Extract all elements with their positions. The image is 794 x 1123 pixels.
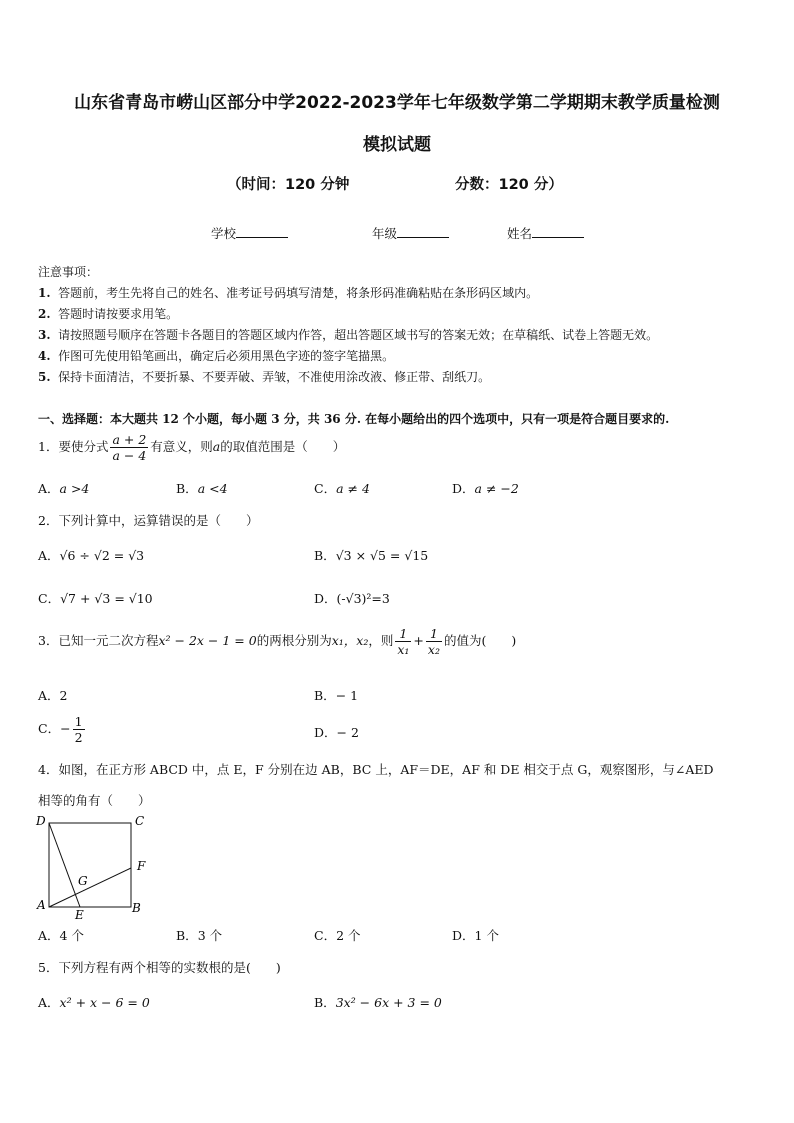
q3-fraction-1: $\frac{1}{\text{x₁}}$ (397, 626, 410, 657)
q3-fraction-2: $\frac{1}{\text{x₂}}$ (427, 626, 440, 657)
label-g: G (78, 874, 88, 888)
notice-block (38, 262, 658, 388)
q3-option-d[interactable]: D．− 2 (314, 725, 359, 740)
name-blank[interactable] (532, 226, 584, 238)
label-b: B (132, 901, 141, 915)
exam-title-line1: 山东省青岛市崂山区部分中学2022-2023学年七年级数学第二学期期末教学质量检测 (74, 93, 720, 113)
school-label: 学校 (211, 226, 237, 241)
square-abcd-figure (34, 812, 154, 922)
grade-label: 年级 (372, 226, 398, 241)
name-label: 姓名 (507, 226, 533, 241)
notice-heading: 注意事项： (38, 265, 99, 279)
q5-option-a[interactable]: A．x² + x − 6 = 0 (38, 995, 150, 1010)
question-4-stem-line2: 相等的角有（ ） (38, 793, 151, 808)
segment-af (49, 868, 131, 907)
q3-option-c-fraction: $\frac{1}{2}$ (74, 714, 83, 745)
q4-option-a[interactable]: A．4 个 (38, 928, 84, 943)
q1-option-d[interactable]: D．a ≠ −2 (452, 481, 519, 496)
school-blank[interactable] (236, 226, 288, 238)
school-field[interactable] (211, 224, 288, 242)
exam-title-line2: 模拟试题 (363, 135, 431, 155)
label-a: A (37, 898, 46, 912)
q1-option-a[interactable]: A．a >4 (38, 481, 90, 496)
q1-option-b[interactable]: B．a <4 (176, 481, 228, 496)
q4-option-b[interactable]: B．3 个 (176, 928, 223, 943)
exam-time: （时间：120 分钟 (227, 177, 350, 193)
name-field[interactable] (507, 224, 584, 242)
question-1-stem: 1．要使分式 $\frac{a + 2}{a - 4}$ 有意义，则a的取值范围是（ ） (38, 432, 346, 463)
q2-option-a[interactable]: A．√6 ÷ √2 = √3 (38, 548, 145, 563)
q3-option-a[interactable]: A．2 (38, 688, 68, 703)
q3-option-c[interactable]: C．− $\frac{1}{2}$ (38, 714, 83, 745)
question-4-stem-line1: 4．如图，在正方形 ABCD 中，点 E，F 分别在边 AB，BC 上，AF＝DE，AF 和 DE 相交于点 G，观察图形，与∠AED (38, 762, 714, 777)
section-heading: 一、选择题：本大题共 12 个小题，每小题 3 分，共 36 分. 在每小题给出的四个选项中，只有一项是符合题目要求的. (38, 412, 670, 426)
notice-item: 1. 答题前，考生先将自己的姓名、准考证号码填写清楚，将条形码准确粘贴在条形码区域内。 (38, 286, 539, 300)
question-5-stem: 5．下列方程有两个相等的实数根的是( ) (38, 960, 281, 975)
label-c: C (135, 814, 145, 828)
q4-option-c[interactable]: C．2 个 (314, 928, 361, 943)
notice-item: 2. 答题时请按要求用笔。 (38, 307, 179, 321)
q2-option-d[interactable]: D．(-√3)²=3 (314, 591, 390, 606)
question-2-stem: 2．下列计算中，运算错误的是（ ） (38, 513, 259, 528)
exam-score: 分数：120 分） (455, 177, 563, 193)
notice-item: 3. 请按照题号顺序在答题卡各题目的答题区域内作答，超出答题区域书写的答案无效；在草稿纸、试卷上答题无效。 (38, 328, 659, 342)
notice-item: 5. 保持卡面清洁，不要折暴、不要弄破、弄皱，不准使用涂改液、修正带、刮纸刀。 (38, 370, 491, 384)
label-d: D (36, 814, 46, 828)
q1-fraction: $\frac{a + 2}{a - 4}$ (112, 432, 147, 463)
q5-option-b[interactable]: B．3x² − 6x + 3 = 0 (314, 995, 442, 1010)
label-f: F (137, 859, 146, 873)
grade-blank[interactable] (397, 226, 449, 238)
q4-option-d[interactable]: D．1 个 (452, 928, 499, 943)
notice-item: 4. 作图可先使用铅笔画出，确定后必须用黑色字迹的签字笔描黑。 (38, 349, 395, 363)
label-e: E (75, 908, 84, 922)
q3-option-b[interactable]: B．− 1 (314, 688, 359, 703)
question-3-stem: 3．已知一元二次方程x² − 2x − 1 = 0的两根分别为x₁，x₂，则 $\frac{1}{\text{x₁}}$ + $\frac{1}{\text{x₂}}$ 的值为( ) (38, 626, 517, 657)
q2-option-c[interactable]: C．√7 + √3 = √10 (38, 591, 153, 606)
q2-option-b[interactable]: B．√3 × √5 = √15 (314, 548, 429, 563)
square-outline (49, 823, 131, 907)
q1-option-c[interactable]: C．a ≠ 4 (314, 481, 370, 496)
grade-field[interactable] (372, 224, 449, 242)
